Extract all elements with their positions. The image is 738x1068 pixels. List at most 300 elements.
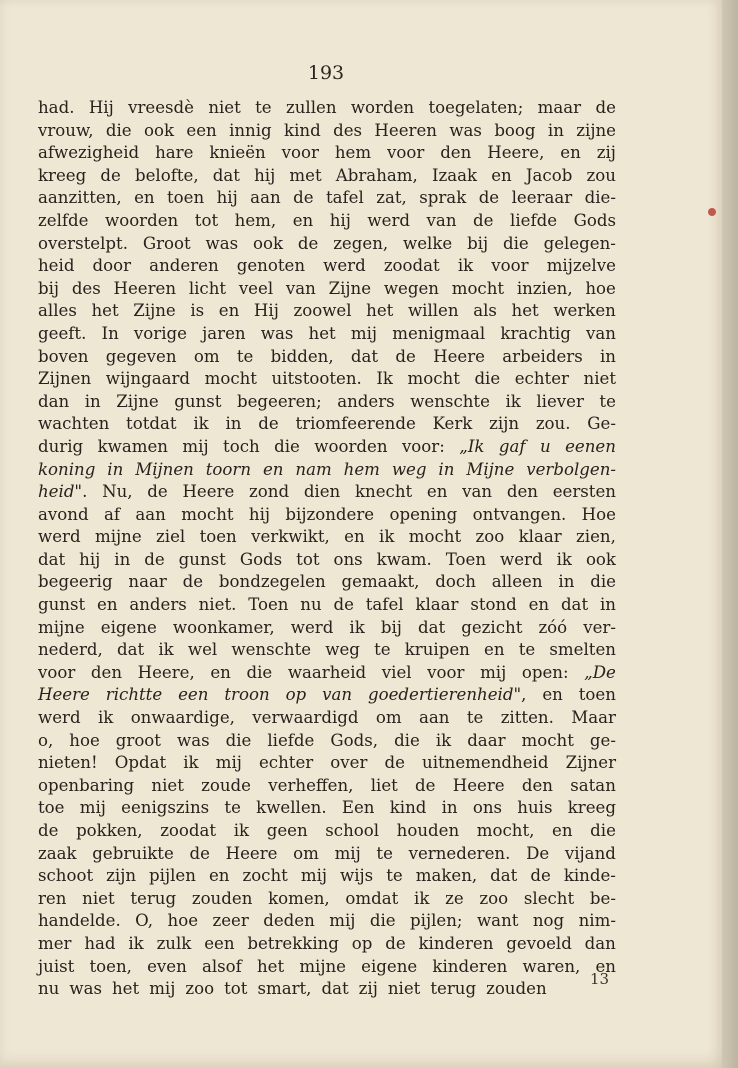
word: naar [128,572,167,592]
word: geeft. [38,323,87,343]
word: aan [250,188,281,208]
word: ik [97,708,114,728]
word: de [147,482,168,502]
word: alleen [491,572,543,592]
word: te [374,640,391,660]
word: ver- [583,617,616,637]
word: gebruikte [92,843,174,863]
word: dat [560,595,589,615]
word: mocht [181,504,234,524]
word: werd [38,527,81,547]
word: Heere [452,775,505,795]
word: tot [296,549,320,569]
word: de [293,188,314,208]
word: ons [333,549,363,569]
word: Hij [253,301,279,321]
text-line [38,526,616,549]
word: ik [457,256,474,276]
word: opening [389,504,458,524]
word: ik [349,617,365,637]
word: pokken, [76,821,143,840]
word: verwaardigd [252,708,359,728]
word: den [90,662,123,682]
word: dat [417,617,446,637]
word: smart, [257,979,312,999]
word: Heere, [487,143,545,163]
page-edge [722,0,738,1068]
word: een [186,120,217,140]
word: alsof [201,956,242,976]
word: deden [263,911,315,931]
word: kreeg [38,165,87,185]
text-line [38,910,616,933]
text-line [38,504,616,527]
word: en [218,301,240,321]
word: dat [350,346,379,366]
word: troon [224,685,270,705]
word: zocht [242,866,288,886]
word: het [511,301,539,321]
text-line [38,391,616,414]
word: Gods [573,210,616,230]
word: liet [370,775,398,795]
word: u [539,436,551,456]
word: Heere [225,843,278,863]
word: zijn [106,866,137,886]
word: tot [224,979,248,999]
word: uitstooten. [271,369,362,389]
word: goedertierenheid" [368,685,522,705]
word: werd [323,256,366,276]
word: vorige [133,323,187,343]
word: het [308,323,336,343]
text-line [38,797,616,820]
word: Mijnen [135,459,194,479]
page-number: 193 [307,62,345,84]
word: aan [135,504,166,524]
word: maar [537,98,582,117]
word: wenschte [231,640,312,660]
word: daar [467,730,506,750]
word: ik [233,821,250,840]
word: de [384,753,405,773]
word: Zijne [116,391,159,411]
word: afwezigheid [38,143,140,163]
word: In [101,323,119,343]
word: Mijne [466,459,515,479]
word: ren [38,888,67,908]
word: en [262,459,284,479]
word: toen [199,527,237,547]
word: onwaardige, [130,708,235,728]
text-line [38,571,616,594]
word: de [530,866,551,886]
word: licht [188,278,227,298]
text-line [38,97,616,120]
word: hem, [234,210,277,230]
word: overstelpt. [38,233,128,253]
word: mij [79,798,106,818]
word: en [491,165,512,185]
word: Zijne [133,301,176,321]
word: zoo [479,888,509,908]
word: zoodat [160,821,217,840]
word: Zijne [328,278,372,298]
word: aan [418,708,450,728]
word: zaak [38,843,77,863]
word: veel [238,278,274,298]
word: liefde [510,210,558,230]
text-line [38,323,616,346]
word: kwam. [376,549,432,569]
text-line [38,820,616,843]
word: van [586,323,616,343]
word: echter [258,753,314,773]
word: die [502,233,529,253]
word: voor: [401,436,445,456]
word: durig [38,436,84,456]
text-line [38,888,616,911]
text-line [38,843,616,866]
word: in [438,459,455,479]
word: Abraham, [335,165,418,185]
word: vrouw, [38,120,94,140]
word: Groot [142,233,191,253]
word: boog [494,120,536,140]
word: een [178,685,209,705]
word: Hoe [581,504,616,524]
word: toen [167,188,205,208]
word: zou. [535,414,571,434]
text-line [38,684,616,707]
word: liefde [267,730,315,750]
word: knecht [354,482,413,502]
word: en [595,956,616,976]
word: ik [505,391,521,411]
word: eenigszins [121,798,210,818]
word: tafel [365,595,404,615]
word: gevoeld [506,933,572,953]
text-line [38,639,616,662]
word: dat [490,866,518,886]
word: mijzelve [546,256,616,276]
word: anders [129,595,187,615]
word: niet [387,979,421,999]
word: van [322,685,353,705]
word: die [105,120,132,140]
word: zoude [201,775,252,795]
word: te [466,708,484,728]
word: tafel [325,188,364,208]
text-line [38,481,616,504]
word: zóó [538,617,568,637]
word: omdat [345,888,399,908]
word: worden [350,98,415,117]
word: van [426,210,457,230]
word: verbolgen- [526,459,616,479]
word: zoo [475,527,505,547]
word: vreesdè [128,98,194,117]
word: ziel [156,527,186,547]
word: handelde. [38,911,121,931]
word: die [369,911,396,931]
word: ik [158,640,174,660]
word: den [506,482,538,502]
word: die [474,369,501,389]
word: Nu, [102,482,133,502]
word: inzien, [516,278,573,298]
ink-spot [708,208,716,216]
text-line [38,978,616,1001]
word: ik [556,549,572,569]
word: niet. [198,595,237,615]
word: en [484,640,505,660]
word: nim- [578,911,616,931]
word: mocht, [476,821,535,840]
word: genoten [236,256,306,276]
word: Ik [376,369,393,389]
word: kreeg [567,798,616,818]
word: eigene [361,956,418,976]
word: voor [386,143,425,163]
word: koning [38,459,96,479]
word: mocht [521,730,574,750]
word: schoot [38,866,94,886]
word: Opdat [114,753,167,773]
word: zoo [185,979,215,999]
word: zouden [486,979,547,999]
word: nu [300,595,322,615]
word: in [547,120,564,140]
word: de [478,188,500,208]
word: was [205,233,239,253]
word: zegen, [333,233,389,253]
word: die [590,821,616,840]
word: Kerk [432,414,473,434]
word: nog [532,911,565,931]
word: gegeven [105,346,177,366]
word: ik [435,730,452,750]
word: terug [430,979,477,999]
word: verheffen, [268,775,354,795]
word: hare [155,143,194,163]
word: in [107,459,124,479]
word: ontvangen. [472,504,567,524]
text-line [38,752,616,775]
word: slecht [523,888,575,908]
word: Heere, [137,662,195,682]
word: maken, [415,866,478,886]
word: het [366,301,394,321]
word: zat, [376,188,407,208]
word: juist [38,956,75,976]
word: een [204,933,235,953]
word: zoodat [383,256,440,276]
word: Hij [88,98,114,117]
word: het [256,956,285,976]
word: Een [341,798,375,818]
word: voor [281,143,319,163]
word: had. [38,98,75,117]
word: richtte [105,685,163,705]
word: O, [135,911,154,931]
word: nieten! [38,753,98,773]
word: dien [303,482,341,502]
word: werd [290,617,334,637]
word: huis [517,798,553,818]
text-line [38,594,616,617]
word: terug [130,888,177,908]
word: het [91,301,119,321]
word: de [473,210,494,230]
text-line [38,120,616,143]
text-line [38,956,616,979]
word: zijne [576,120,616,140]
word: werken [553,301,616,321]
word: mij [182,436,209,456]
word: de [258,414,279,434]
word: en [208,866,230,886]
word: en [426,482,448,502]
word: de [395,346,416,366]
text-line [38,730,616,753]
word: werd [367,210,411,230]
word: jaren [202,323,246,343]
word: hij [79,549,101,569]
word: toorn [205,459,252,479]
word: en [134,188,155,208]
word: arbeiders [502,346,583,366]
word: toen [578,685,616,705]
word: de [100,165,121,185]
word: kwellen. [256,798,327,818]
word: boven [38,346,89,366]
word: in [84,391,101,411]
word: heid [38,256,75,276]
text-line [38,165,616,188]
word: wijngaard [105,369,191,389]
word: mocht [408,527,462,547]
word: eenen [565,436,616,456]
word: stond [470,595,517,615]
word: kwamen [97,436,168,456]
word: mij [149,979,176,999]
word [38,481,87,504]
word: en [210,662,231,682]
word: te [518,640,536,660]
word: . [82,482,88,502]
word: liever [536,391,584,411]
word: en [292,210,314,230]
word: kruipen [404,640,470,660]
word: open: [521,662,569,682]
word: zulk [156,933,192,953]
word: de [144,549,165,569]
word: door [92,256,132,276]
word: heid" [38,482,83,502]
word: die [394,730,420,750]
word: des [333,120,363,140]
word: pijlen; [410,911,463,931]
word: die- [584,188,616,208]
word: bij [38,278,60,298]
word: het [112,979,140,999]
word: , [521,685,527,705]
word: in [114,549,131,569]
word: sprak [419,188,467,208]
word: ik [183,753,199,773]
word: en [528,595,550,615]
word: was [176,730,210,750]
word: hij [329,210,351,230]
word: en [542,685,563,705]
word: begeeren; [236,391,322,411]
word: dat [321,979,349,999]
word: mijne [299,956,347,976]
word: zou [586,165,616,185]
word: hij [248,504,271,524]
word: ook [143,120,175,140]
word: niet [82,888,115,908]
word: om [193,346,220,366]
word: bondzegelen [218,572,326,592]
word: bijzondere [285,504,375,524]
word: dat [116,640,145,660]
word: innig [229,120,272,140]
word: zij [596,143,616,163]
word: De [526,843,550,863]
word: belofte, [134,165,199,185]
word: Toen [445,549,487,569]
word: klaar [415,595,459,615]
word: Heere [182,482,235,502]
word: hoe [585,278,616,298]
word: mij [329,911,356,931]
word: Zijner [565,753,616,773]
word: geen [266,821,308,840]
word: vernederen. [408,843,511,863]
word: zoowel [293,301,352,321]
word: en [560,143,581,163]
word: ons [472,798,503,818]
word: op [351,933,373,953]
word: Toen [248,595,289,615]
word: hem [343,459,380,479]
text-line [38,300,616,323]
word: verkwikt, [251,527,330,547]
word: de [297,233,319,253]
word: ik [414,888,430,908]
text-line [38,775,616,798]
word: de [189,843,210,863]
word: Izaak [431,165,478,185]
word: be- [589,888,616,908]
word: nam [295,459,332,479]
word: hij [216,188,238,208]
word: zullen [285,98,337,117]
word: de [333,595,354,615]
word: met [289,165,322,185]
word: toe [38,798,65,818]
word: op [285,685,307,705]
word: gunst [38,595,86,615]
word: eigene [100,617,157,637]
word: Heeren [113,278,177,298]
word: voor [491,256,529,276]
word: doch [435,572,476,592]
word: is [190,301,205,321]
word: in [558,572,575,592]
